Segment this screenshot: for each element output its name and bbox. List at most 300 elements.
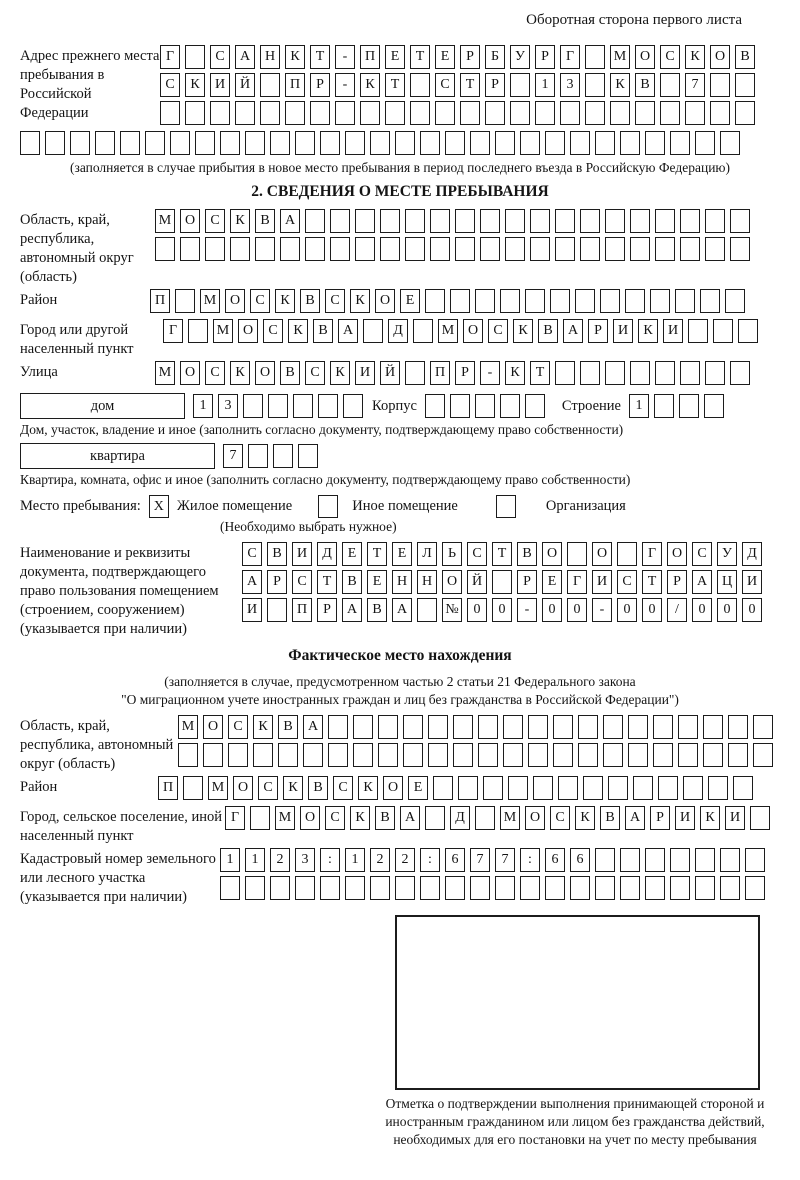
char-cell[interactable] <box>395 876 415 900</box>
char-cell[interactable]: В <box>635 73 655 97</box>
char-cell[interactable] <box>305 209 325 233</box>
char-cell[interactable] <box>530 237 550 261</box>
char-cell[interactable]: Г <box>225 806 245 830</box>
char-cell[interactable]: И <box>742 570 762 594</box>
char-cell[interactable]: И <box>592 570 612 594</box>
char-cell[interactable] <box>285 101 305 125</box>
char-cell[interactable]: О <box>542 542 562 566</box>
char-cell[interactable]: В <box>600 806 620 830</box>
stay-type-checkbox-dwelling[interactable]: X <box>149 495 169 518</box>
char-cell[interactable]: П <box>150 289 170 313</box>
char-cell[interactable] <box>500 394 520 418</box>
char-cell[interactable]: В <box>300 289 320 313</box>
char-cell[interactable] <box>510 73 530 97</box>
char-cell[interactable] <box>370 131 390 155</box>
char-cell[interactable]: М <box>155 361 175 385</box>
char-cell[interactable] <box>160 101 180 125</box>
char-cell[interactable] <box>430 237 450 261</box>
char-cell[interactable] <box>403 715 423 739</box>
char-cell[interactable] <box>328 715 348 739</box>
char-cell[interactable]: К <box>285 45 305 69</box>
char-cell[interactable]: 2 <box>370 848 390 872</box>
char-cell[interactable] <box>610 101 630 125</box>
char-cell[interactable]: П <box>285 73 305 97</box>
char-cell[interactable] <box>345 876 365 900</box>
char-cell[interactable] <box>654 394 674 418</box>
char-cell[interactable] <box>273 444 293 468</box>
char-cell[interactable]: Ц <box>717 570 737 594</box>
char-cell[interactable] <box>625 289 645 313</box>
char-cell[interactable]: Л <box>417 542 437 566</box>
house-type-box[interactable]: дом <box>20 393 185 419</box>
char-cell[interactable]: Р <box>517 570 537 594</box>
char-cell[interactable] <box>683 776 703 800</box>
char-cell[interactable] <box>617 542 637 566</box>
char-cell[interactable] <box>635 101 655 125</box>
char-cell[interactable] <box>580 237 600 261</box>
char-cell[interactable] <box>433 776 453 800</box>
char-cell[interactable] <box>185 101 205 125</box>
char-cell[interactable]: В <box>267 542 287 566</box>
char-cell[interactable]: Т <box>410 45 430 69</box>
char-cell[interactable]: Г <box>160 45 180 69</box>
char-cell[interactable]: С <box>325 806 345 830</box>
stay-type-checkbox-other-premises[interactable] <box>318 495 338 518</box>
char-cell[interactable] <box>70 131 90 155</box>
char-cell[interactable]: 6 <box>570 848 590 872</box>
char-cell[interactable] <box>460 101 480 125</box>
char-cell[interactable]: О <box>180 361 200 385</box>
char-cell[interactable] <box>155 237 175 261</box>
char-cell[interactable] <box>713 319 733 343</box>
char-cell[interactable]: Т <box>367 542 387 566</box>
char-cell[interactable]: 7 <box>470 848 490 872</box>
char-cell[interactable] <box>560 101 580 125</box>
char-cell[interactable] <box>655 209 675 233</box>
char-cell[interactable] <box>455 209 475 233</box>
char-cell[interactable]: К <box>330 361 350 385</box>
char-cell[interactable]: Ь <box>442 542 462 566</box>
char-cell[interactable] <box>250 806 270 830</box>
char-cell[interactable] <box>180 237 200 261</box>
char-cell[interactable] <box>595 848 615 872</box>
char-cell[interactable] <box>405 209 425 233</box>
char-cell[interactable] <box>675 289 695 313</box>
char-cell[interactable] <box>733 776 753 800</box>
char-cell[interactable] <box>608 776 628 800</box>
char-cell[interactable]: А <box>400 806 420 830</box>
char-cell[interactable]: О <box>635 45 655 69</box>
char-cell[interactable] <box>545 131 565 155</box>
char-cell[interactable] <box>725 289 745 313</box>
char-cell[interactable]: К <box>350 289 370 313</box>
char-cell[interactable] <box>605 361 625 385</box>
char-cell[interactable] <box>320 131 340 155</box>
char-cell[interactable] <box>245 131 265 155</box>
char-cell[interactable] <box>630 237 650 261</box>
char-cell[interactable]: Г <box>567 570 587 594</box>
char-cell[interactable] <box>508 776 528 800</box>
char-cell[interactable] <box>470 131 490 155</box>
char-cell[interactable] <box>335 101 355 125</box>
char-cell[interactable] <box>620 131 640 155</box>
char-cell[interactable]: О <box>375 289 395 313</box>
char-cell[interactable] <box>175 289 195 313</box>
char-cell[interactable]: К <box>505 361 525 385</box>
char-cell[interactable]: Д <box>317 542 337 566</box>
char-cell[interactable]: 7 <box>223 444 243 468</box>
char-cell[interactable] <box>570 131 590 155</box>
char-cell[interactable] <box>455 237 475 261</box>
char-cell[interactable] <box>730 237 750 261</box>
char-cell[interactable] <box>293 394 313 418</box>
char-cell[interactable]: К <box>575 806 595 830</box>
char-cell[interactable]: В <box>308 776 328 800</box>
char-cell[interactable] <box>567 542 587 566</box>
char-cell[interactable] <box>695 848 715 872</box>
char-cell[interactable] <box>695 131 715 155</box>
char-cell[interactable] <box>410 73 430 97</box>
char-cell[interactable]: К <box>253 715 273 739</box>
char-cell[interactable] <box>633 776 653 800</box>
char-cell[interactable]: С <box>467 542 487 566</box>
char-cell[interactable]: О <box>233 776 253 800</box>
char-cell[interactable] <box>495 876 515 900</box>
char-cell[interactable]: 0 <box>492 598 512 622</box>
char-cell[interactable]: 1 <box>345 848 365 872</box>
char-cell[interactable] <box>679 394 699 418</box>
char-cell[interactable] <box>410 101 430 125</box>
char-cell[interactable] <box>330 237 350 261</box>
char-cell[interactable]: К <box>288 319 308 343</box>
char-cell[interactable]: Б <box>485 45 505 69</box>
char-cell[interactable] <box>503 743 523 767</box>
char-cell[interactable] <box>428 743 448 767</box>
char-cell[interactable]: О <box>442 570 462 594</box>
char-cell[interactable] <box>710 73 730 97</box>
char-cell[interactable]: С <box>692 542 712 566</box>
char-cell[interactable] <box>405 237 425 261</box>
char-cell[interactable] <box>303 743 323 767</box>
char-cell[interactable] <box>378 715 398 739</box>
char-cell[interactable] <box>470 876 490 900</box>
apartment-type-box[interactable]: квартира <box>20 443 215 469</box>
char-cell[interactable]: Е <box>542 570 562 594</box>
char-cell[interactable] <box>425 289 445 313</box>
char-cell[interactable]: И <box>355 361 375 385</box>
char-cell[interactable] <box>505 237 525 261</box>
char-cell[interactable] <box>188 319 208 343</box>
char-cell[interactable] <box>728 715 748 739</box>
char-cell[interactable] <box>417 598 437 622</box>
char-cell[interactable]: П <box>360 45 380 69</box>
char-cell[interactable] <box>705 237 725 261</box>
char-cell[interactable] <box>535 101 555 125</box>
char-cell[interactable] <box>630 361 650 385</box>
char-cell[interactable] <box>678 715 698 739</box>
char-cell[interactable]: И <box>292 542 312 566</box>
char-cell[interactable]: 0 <box>642 598 662 622</box>
char-cell[interactable] <box>353 743 373 767</box>
char-cell[interactable] <box>230 237 250 261</box>
char-cell[interactable]: В <box>280 361 300 385</box>
char-cell[interactable] <box>220 131 240 155</box>
char-cell[interactable]: А <box>303 715 323 739</box>
char-cell[interactable]: Т <box>460 73 480 97</box>
char-cell[interactable] <box>585 101 605 125</box>
char-cell[interactable]: - <box>517 598 537 622</box>
char-cell[interactable] <box>620 848 640 872</box>
char-cell[interactable] <box>600 289 620 313</box>
char-cell[interactable]: М <box>155 209 175 233</box>
char-cell[interactable] <box>268 394 288 418</box>
char-cell[interactable] <box>380 237 400 261</box>
char-cell[interactable] <box>528 715 548 739</box>
char-cell[interactable] <box>260 73 280 97</box>
char-cell[interactable]: В <box>735 45 755 69</box>
char-cell[interactable]: В <box>517 542 537 566</box>
char-cell[interactable] <box>210 101 230 125</box>
char-cell[interactable] <box>395 131 415 155</box>
char-cell[interactable]: К <box>230 209 250 233</box>
char-cell[interactable] <box>475 289 495 313</box>
char-cell[interactable]: А <box>392 598 412 622</box>
char-cell[interactable] <box>595 876 615 900</box>
char-cell[interactable] <box>558 776 578 800</box>
char-cell[interactable] <box>575 289 595 313</box>
char-cell[interactable] <box>530 209 550 233</box>
char-cell[interactable]: 2 <box>270 848 290 872</box>
char-cell[interactable]: А <box>280 209 300 233</box>
char-cell[interactable]: - <box>480 361 500 385</box>
char-cell[interactable]: Г <box>560 45 580 69</box>
char-cell[interactable] <box>653 715 673 739</box>
char-cell[interactable]: 0 <box>617 598 637 622</box>
char-cell[interactable] <box>480 209 500 233</box>
char-cell[interactable] <box>245 876 265 900</box>
char-cell[interactable]: М <box>610 45 630 69</box>
char-cell[interactable] <box>753 715 773 739</box>
char-cell[interactable]: Т <box>310 45 330 69</box>
char-cell[interactable] <box>628 743 648 767</box>
char-cell[interactable]: Т <box>385 73 405 97</box>
char-cell[interactable]: № <box>442 598 462 622</box>
char-cell[interactable] <box>738 319 758 343</box>
char-cell[interactable]: - <box>592 598 612 622</box>
char-cell[interactable]: С <box>333 776 353 800</box>
char-cell[interactable]: Р <box>535 45 555 69</box>
char-cell[interactable] <box>95 131 115 155</box>
char-cell[interactable] <box>670 131 690 155</box>
char-cell[interactable]: А <box>625 806 645 830</box>
char-cell[interactable]: Т <box>530 361 550 385</box>
char-cell[interactable] <box>570 876 590 900</box>
char-cell[interactable] <box>500 289 520 313</box>
char-cell[interactable]: Р <box>317 598 337 622</box>
char-cell[interactable] <box>495 131 515 155</box>
char-cell[interactable]: А <box>692 570 712 594</box>
char-cell[interactable] <box>178 743 198 767</box>
char-cell[interactable] <box>305 237 325 261</box>
char-cell[interactable]: С <box>660 45 680 69</box>
char-cell[interactable] <box>655 361 675 385</box>
char-cell[interactable]: О <box>203 715 223 739</box>
char-cell[interactable]: О <box>300 806 320 830</box>
char-cell[interactable] <box>483 776 503 800</box>
char-cell[interactable]: Й <box>235 73 255 97</box>
char-cell[interactable] <box>280 237 300 261</box>
char-cell[interactable] <box>703 743 723 767</box>
char-cell[interactable] <box>413 319 433 343</box>
char-cell[interactable]: И <box>613 319 633 343</box>
char-cell[interactable] <box>520 131 540 155</box>
char-cell[interactable]: А <box>342 598 362 622</box>
char-cell[interactable] <box>585 73 605 97</box>
char-cell[interactable] <box>185 45 205 69</box>
char-cell[interactable]: С <box>325 289 345 313</box>
char-cell[interactable] <box>445 876 465 900</box>
char-cell[interactable]: 1 <box>535 73 555 97</box>
char-cell[interactable] <box>605 209 625 233</box>
char-cell[interactable]: И <box>725 806 745 830</box>
char-cell[interactable] <box>645 876 665 900</box>
char-cell[interactable] <box>585 45 605 69</box>
char-cell[interactable] <box>578 715 598 739</box>
char-cell[interactable] <box>550 289 570 313</box>
char-cell[interactable]: Е <box>400 289 420 313</box>
char-cell[interactable] <box>595 131 615 155</box>
char-cell[interactable]: Т <box>492 542 512 566</box>
char-cell[interactable]: М <box>213 319 233 343</box>
char-cell[interactable] <box>753 743 773 767</box>
char-cell[interactable]: 0 <box>692 598 712 622</box>
char-cell[interactable]: Е <box>342 542 362 566</box>
char-cell[interactable] <box>533 776 553 800</box>
char-cell[interactable]: 0 <box>567 598 587 622</box>
char-cell[interactable]: Р <box>650 806 670 830</box>
char-cell[interactable] <box>267 598 287 622</box>
char-cell[interactable] <box>660 73 680 97</box>
char-cell[interactable] <box>620 876 640 900</box>
char-cell[interactable] <box>730 361 750 385</box>
char-cell[interactable]: Е <box>367 570 387 594</box>
char-cell[interactable] <box>235 101 255 125</box>
char-cell[interactable]: С <box>228 715 248 739</box>
char-cell[interactable]: С <box>617 570 637 594</box>
char-cell[interactable] <box>295 131 315 155</box>
char-cell[interactable] <box>492 570 512 594</box>
char-cell[interactable] <box>553 715 573 739</box>
char-cell[interactable] <box>670 848 690 872</box>
char-cell[interactable] <box>660 101 680 125</box>
char-cell[interactable] <box>750 806 770 830</box>
char-cell[interactable] <box>458 776 478 800</box>
char-cell[interactable] <box>425 394 445 418</box>
char-cell[interactable]: 7 <box>685 73 705 97</box>
char-cell[interactable] <box>745 848 765 872</box>
char-cell[interactable] <box>310 101 330 125</box>
char-cell[interactable]: К <box>350 806 370 830</box>
char-cell[interactable] <box>345 131 365 155</box>
char-cell[interactable]: Й <box>380 361 400 385</box>
char-cell[interactable]: Е <box>392 542 412 566</box>
char-cell[interactable]: К <box>700 806 720 830</box>
char-cell[interactable]: : <box>420 848 440 872</box>
char-cell[interactable] <box>380 209 400 233</box>
char-cell[interactable]: М <box>275 806 295 830</box>
char-cell[interactable] <box>645 848 665 872</box>
char-cell[interactable] <box>603 743 623 767</box>
char-cell[interactable]: : <box>320 848 340 872</box>
char-cell[interactable]: В <box>342 570 362 594</box>
char-cell[interactable] <box>255 237 275 261</box>
char-cell[interactable] <box>435 101 455 125</box>
char-cell[interactable]: И <box>242 598 262 622</box>
char-cell[interactable] <box>578 743 598 767</box>
char-cell[interactable] <box>655 237 675 261</box>
char-cell[interactable]: Д <box>450 806 470 830</box>
char-cell[interactable]: О <box>463 319 483 343</box>
char-cell[interactable]: Е <box>385 45 405 69</box>
char-cell[interactable]: 6 <box>545 848 565 872</box>
char-cell[interactable] <box>343 394 363 418</box>
char-cell[interactable]: О <box>525 806 545 830</box>
char-cell[interactable]: К <box>610 73 630 97</box>
char-cell[interactable] <box>195 131 215 155</box>
char-cell[interactable] <box>385 101 405 125</box>
char-cell[interactable]: Т <box>642 570 662 594</box>
char-cell[interactable] <box>475 394 495 418</box>
char-cell[interactable]: К <box>275 289 295 313</box>
char-cell[interactable]: 3 <box>560 73 580 97</box>
char-cell[interactable] <box>555 237 575 261</box>
char-cell[interactable] <box>680 361 700 385</box>
char-cell[interactable]: И <box>663 319 683 343</box>
char-cell[interactable]: С <box>435 73 455 97</box>
char-cell[interactable] <box>720 848 740 872</box>
char-cell[interactable] <box>603 715 623 739</box>
char-cell[interactable]: 3 <box>295 848 315 872</box>
char-cell[interactable]: У <box>717 542 737 566</box>
char-cell[interactable] <box>710 101 730 125</box>
char-cell[interactable] <box>510 101 530 125</box>
char-cell[interactable]: С <box>205 361 225 385</box>
char-cell[interactable]: С <box>210 45 230 69</box>
char-cell[interactable] <box>658 776 678 800</box>
char-cell[interactable] <box>370 876 390 900</box>
char-cell[interactable] <box>555 361 575 385</box>
char-cell[interactable]: И <box>675 806 695 830</box>
char-cell[interactable]: В <box>367 598 387 622</box>
char-cell[interactable] <box>525 394 545 418</box>
char-cell[interactable]: / <box>667 598 687 622</box>
char-cell[interactable] <box>360 101 380 125</box>
char-cell[interactable] <box>720 131 740 155</box>
char-cell[interactable]: Е <box>435 45 455 69</box>
char-cell[interactable]: Н <box>417 570 437 594</box>
char-cell[interactable]: Д <box>742 542 762 566</box>
char-cell[interactable]: 1 <box>629 394 649 418</box>
char-cell[interactable]: 1 <box>220 848 240 872</box>
char-cell[interactable]: О <box>238 319 258 343</box>
char-cell[interactable] <box>363 319 383 343</box>
char-cell[interactable]: Р <box>267 570 287 594</box>
char-cell[interactable] <box>228 743 248 767</box>
char-cell[interactable] <box>670 876 690 900</box>
char-cell[interactable]: 7 <box>495 848 515 872</box>
char-cell[interactable]: - <box>335 45 355 69</box>
char-cell[interactable] <box>520 876 540 900</box>
